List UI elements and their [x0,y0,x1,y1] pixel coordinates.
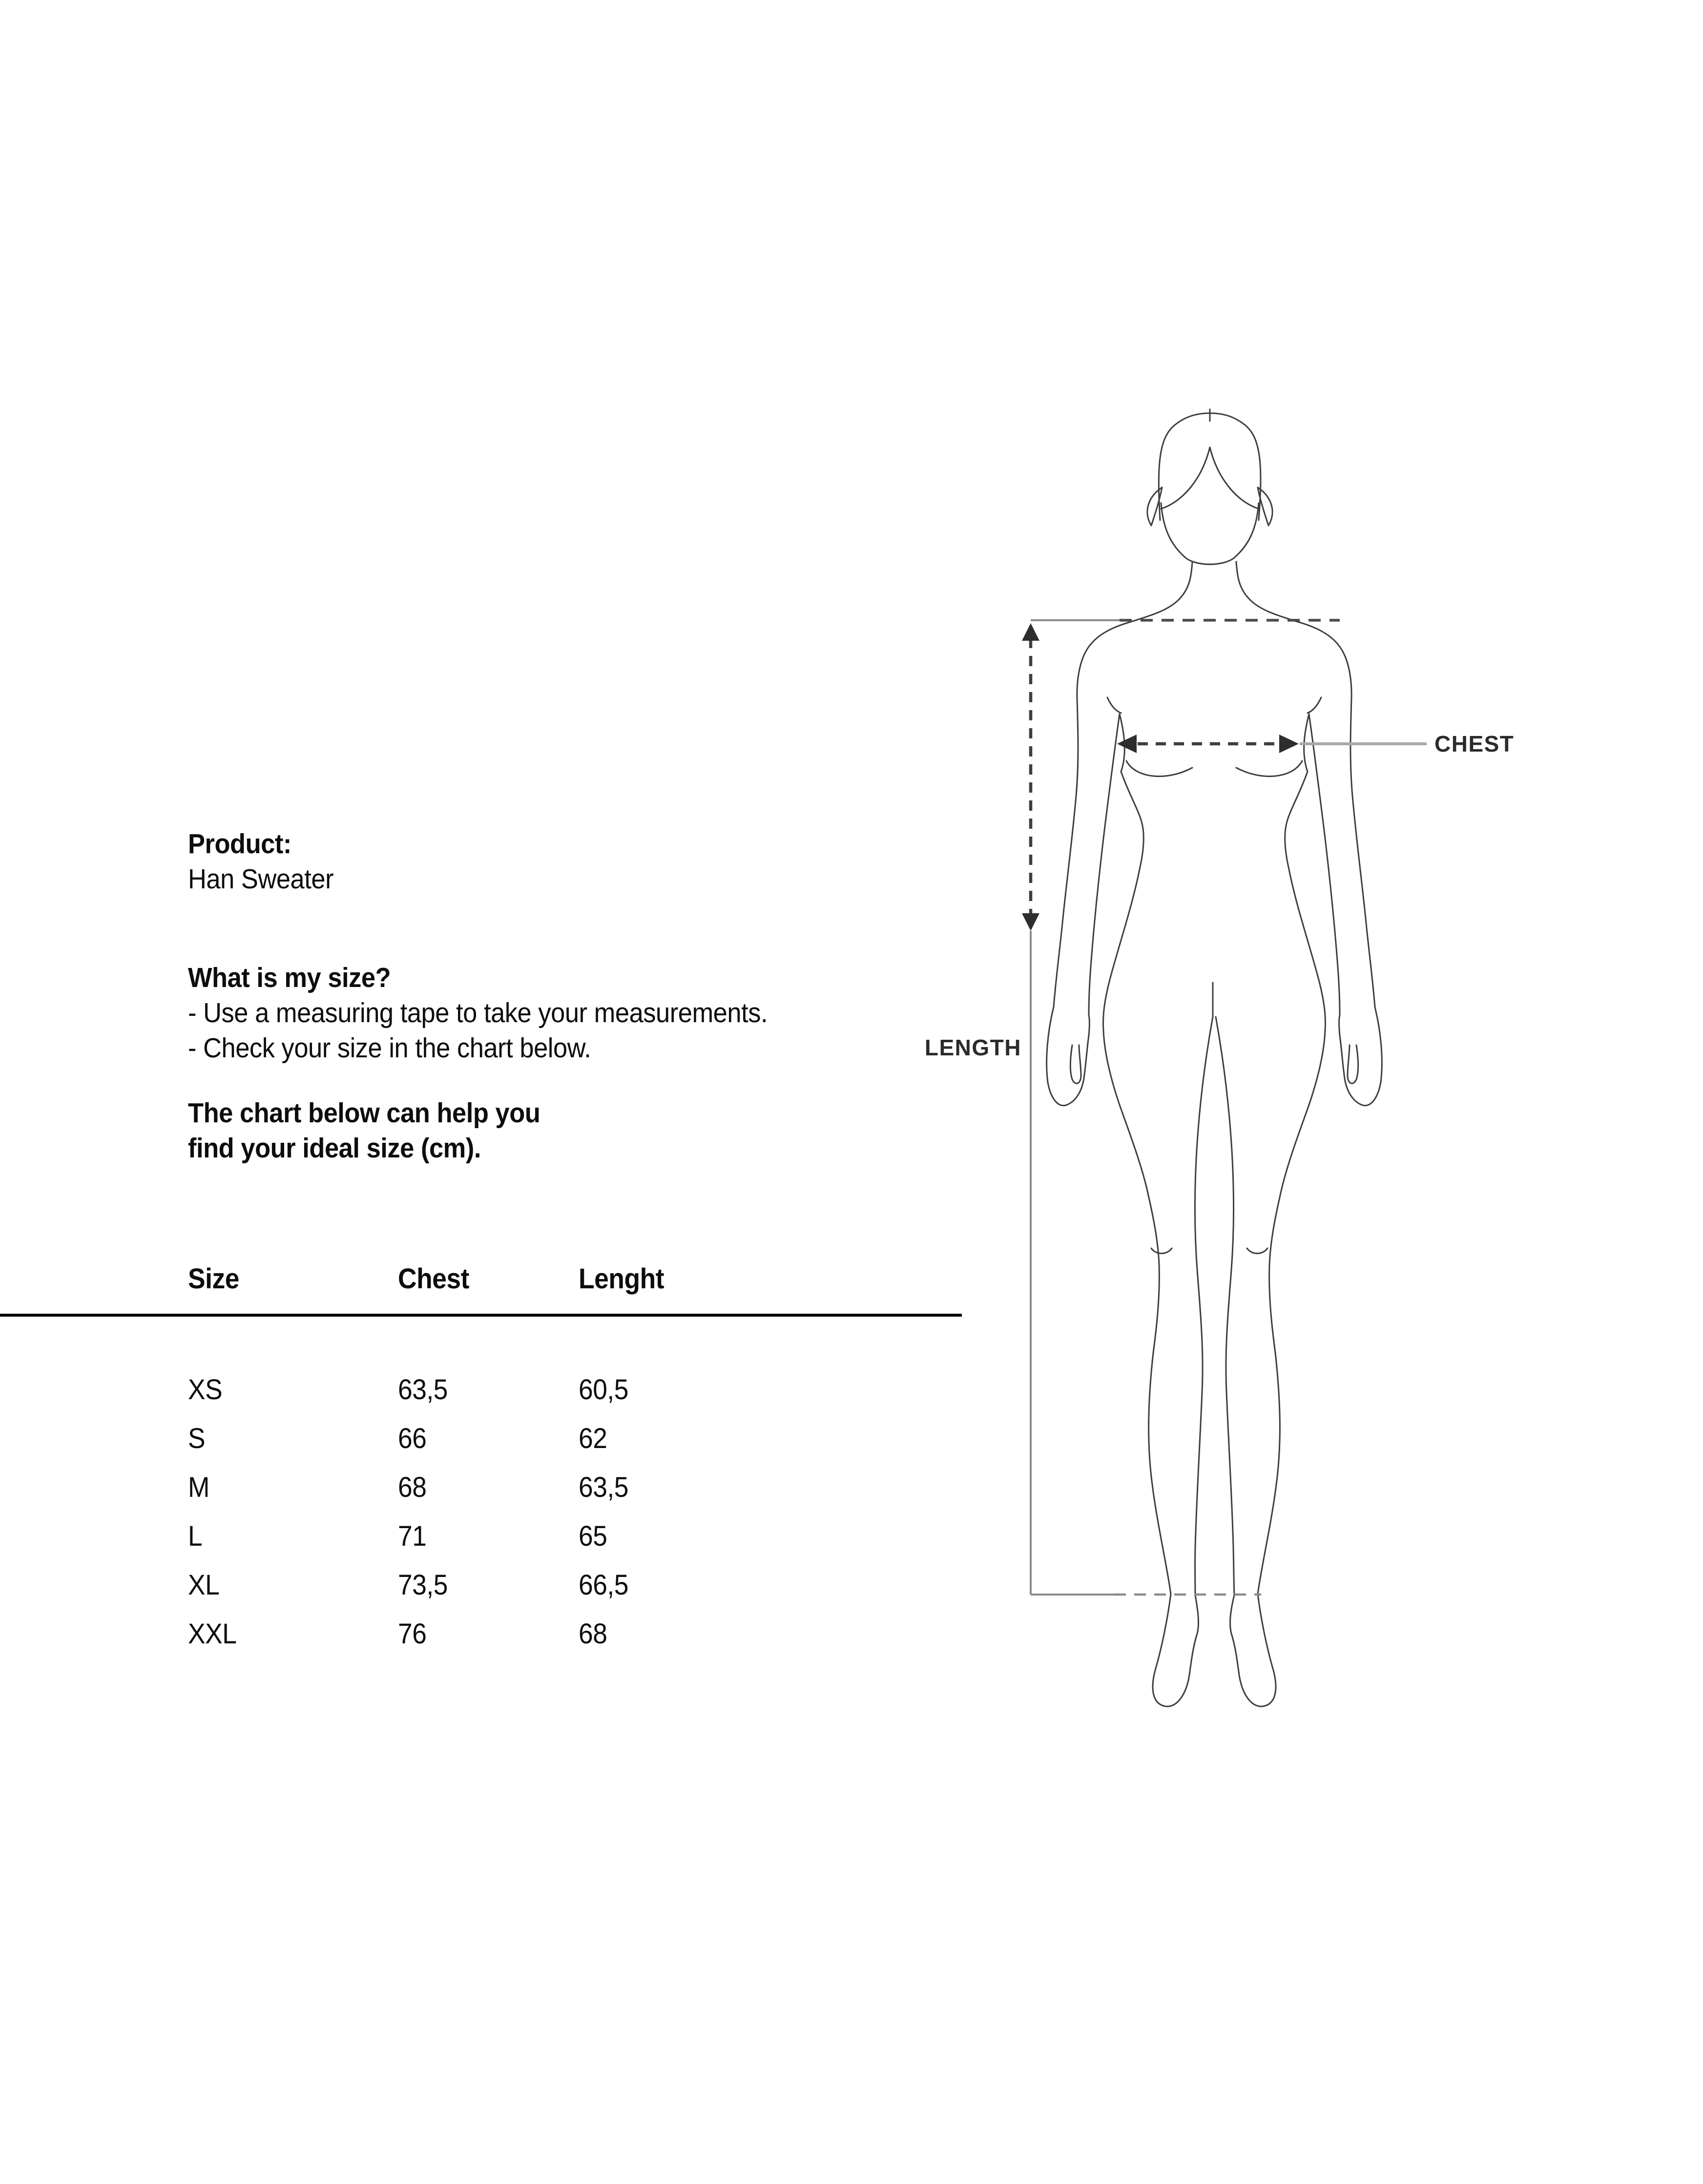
length-measurement-label: LENGTH [924,1035,1021,1060]
size-value: L [188,1520,203,1552]
figure-armpit-left [1107,697,1121,713]
chest-value: 63,5 [398,1374,448,1406]
figure-face-outline [1161,503,1259,565]
figure-arm-inner-right [1309,714,1340,1015]
figure-foot-right [1230,1594,1276,1706]
figure-hand-right [1339,1007,1382,1106]
figure-thumb-right [1348,1045,1358,1083]
figure-bust-curve-left [1126,761,1192,777]
chest-value: 76 [398,1618,427,1650]
length-arrowhead-down-icon [1022,913,1039,931]
chart-note-line-2: find your ideal size (cm). [188,1133,481,1164]
column-header-chest: Chest [398,1263,469,1295]
figure-hairline-left [1161,447,1210,509]
length-value: 66,5 [579,1569,629,1601]
table-row [0,1471,976,1510]
figure-arm-outer-right [1236,562,1375,1007]
size-value: S [188,1423,206,1454]
figure-hairline-right [1210,447,1259,509]
chest-value: 71 [398,1520,427,1552]
chest-value: 68 [398,1471,427,1503]
size-help-step-2: - Check your size in the chart below. [188,1032,591,1064]
figure-knee-mark-right [1247,1248,1267,1254]
figure-thumb-left [1070,1045,1081,1083]
table-header-row [0,1262,976,1302]
chart-note-line-1: The chart below can help you [188,1097,540,1129]
figure-side-right [1258,714,1326,1594]
size-help-step-1: - Use a measuring tape to take your measurements. [188,997,768,1029]
length-value: 60,5 [579,1374,629,1406]
product-label: Product: [188,828,291,860]
figure-leg-inner-right [1216,1017,1234,1595]
length-arrowhead-up-icon [1022,623,1039,641]
figure-hand-left [1047,1007,1090,1106]
product-name: Han Sweater [188,863,334,895]
measurement-figure-diagram [879,391,1611,1739]
length-value: 62 [579,1423,607,1454]
length-value: 63,5 [579,1471,629,1503]
size-value: XL [188,1569,220,1601]
figure-armpit-right [1308,697,1321,713]
table-row [0,1569,976,1608]
table-row [0,1373,976,1412]
figure-bust-curve-right [1236,761,1302,777]
column-header-length: Lenght [579,1263,665,1295]
column-header-size: Size [188,1263,239,1295]
size-help-heading: What is my size? [188,962,391,993]
table-header-rule [0,1314,962,1317]
size-value: M [188,1471,210,1503]
table-row [0,1422,976,1461]
figure-arm-inner-left [1089,714,1120,1015]
length-value: 65 [579,1520,607,1552]
figure-arm-outer-left [1054,562,1192,1007]
chest-arrowhead-left-icon [1117,735,1137,753]
figure-foot-left [1153,1594,1199,1706]
figure-hair-outline [1159,413,1261,520]
chest-value: 66 [398,1423,427,1454]
chest-value: 73,5 [398,1569,448,1601]
size-value: XXL [188,1618,237,1650]
table-row [0,1617,976,1657]
chest-measurement-label: CHEST [1434,731,1515,756]
figure-knee-mark-left [1151,1248,1172,1254]
chest-arrowhead-right-icon [1279,735,1299,753]
figure-leg-inner-left [1195,1017,1213,1595]
size-value: XS [188,1374,223,1406]
length-value: 68 [579,1618,607,1650]
table-row [0,1520,976,1559]
figure-side-left [1103,714,1171,1594]
